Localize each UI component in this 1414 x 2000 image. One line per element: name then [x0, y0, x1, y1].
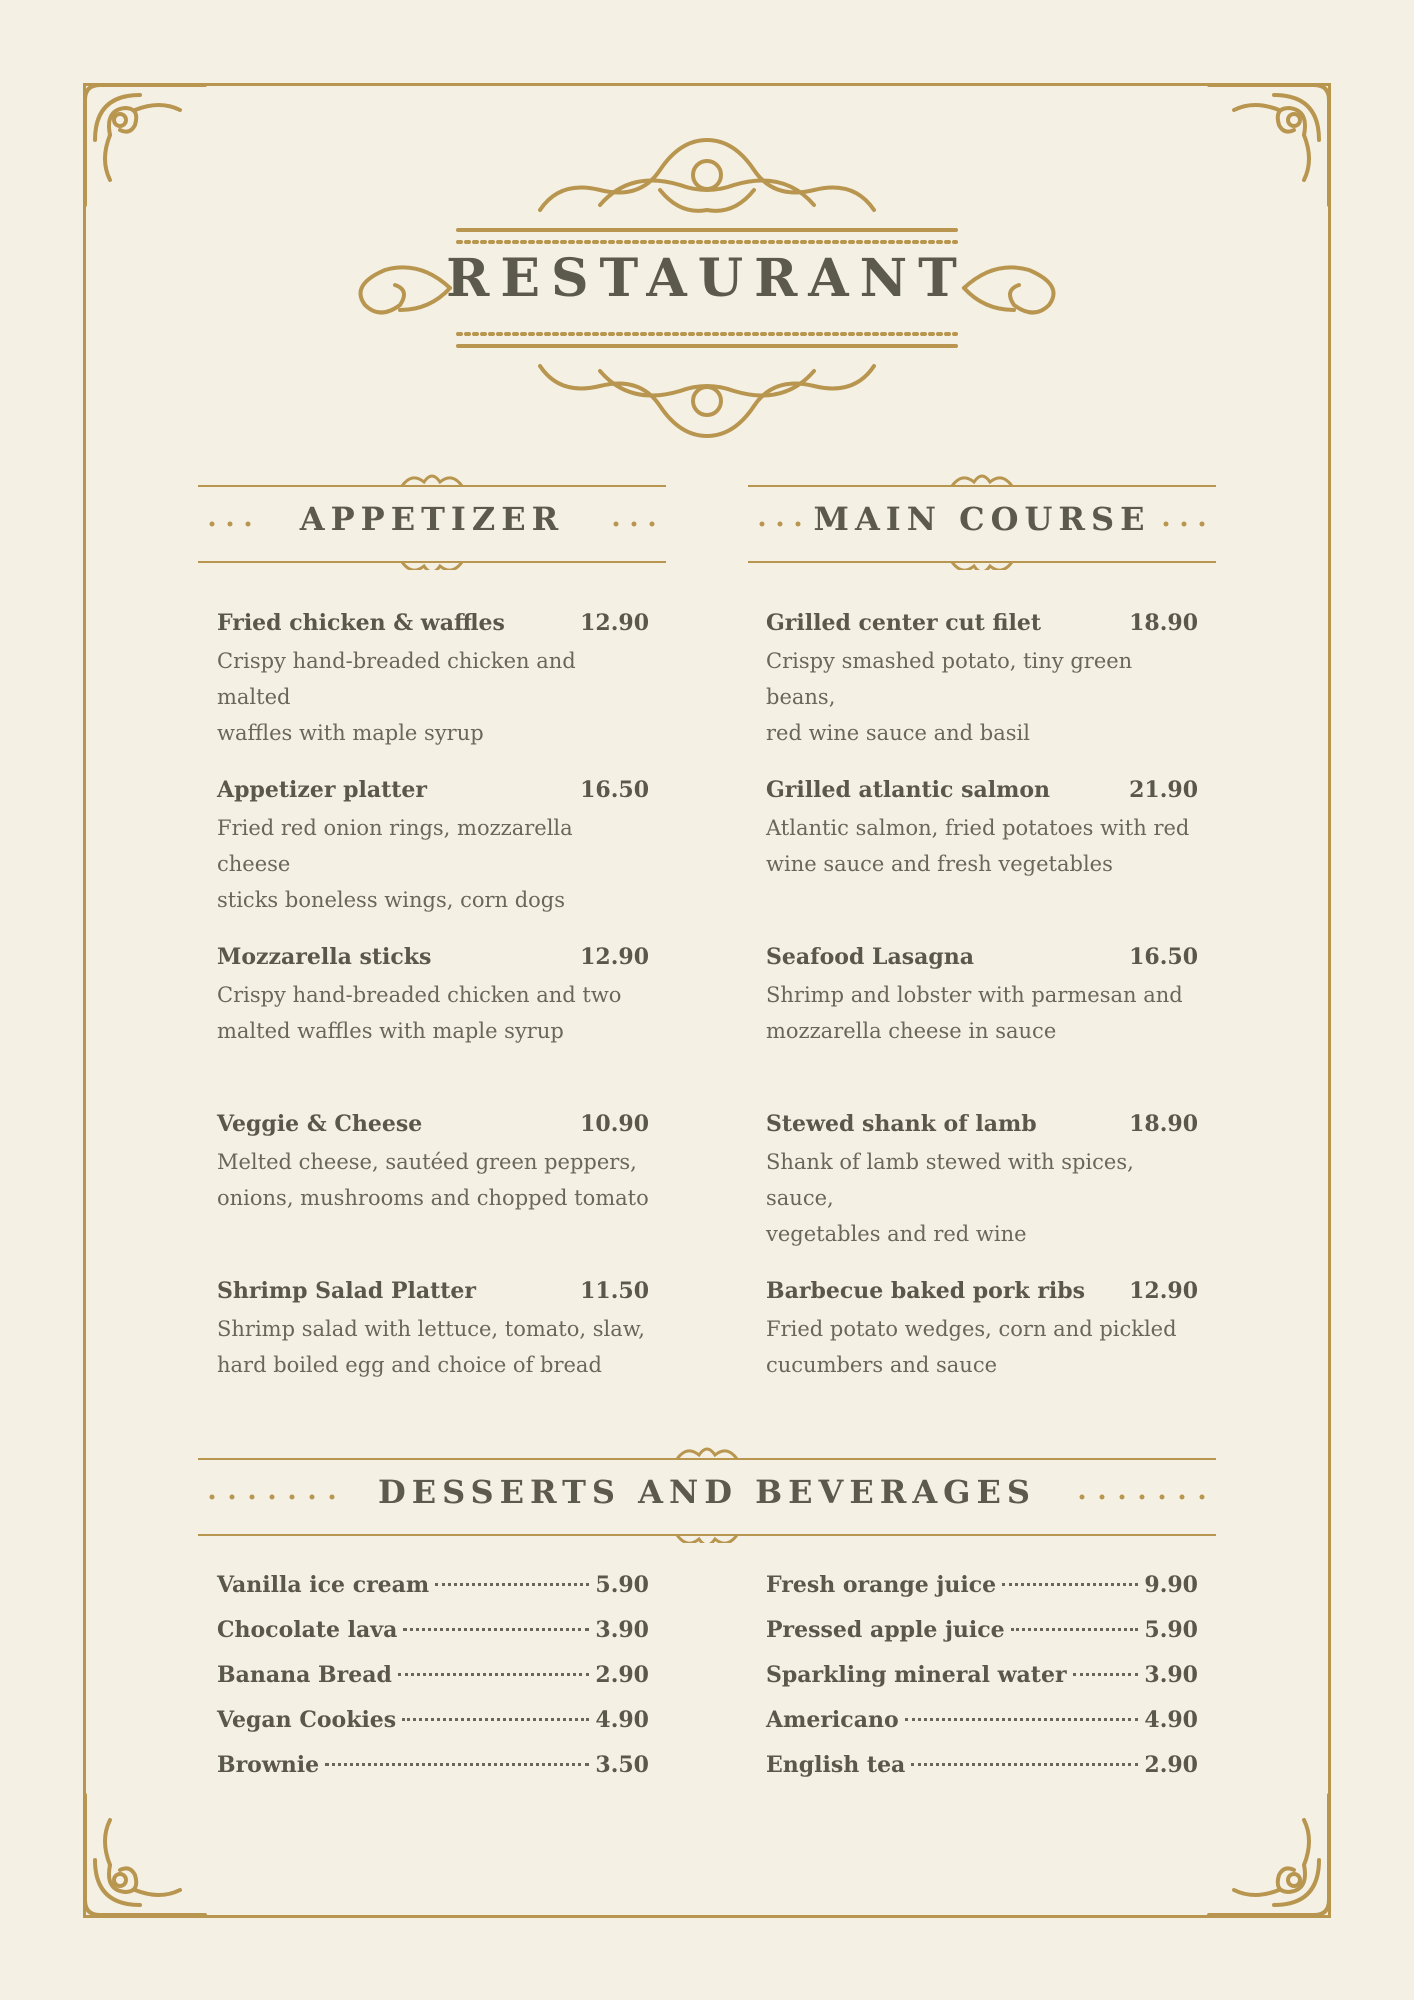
menu-item: [766, 1106, 1198, 1273]
list-item: [766, 1617, 1198, 1662]
list-item: [217, 1707, 649, 1752]
item-name: Chocolate lava: [217, 1617, 398, 1643]
item-name: Brownie: [217, 1752, 320, 1778]
item-price: 9.90: [1144, 1572, 1198, 1598]
item-name: Vegan Cookies: [217, 1707, 397, 1733]
item-price: 12.90: [580, 610, 649, 636]
leader-dots: [1002, 1583, 1138, 1586]
item-price: 5.90: [595, 1572, 649, 1598]
item-price: 5.90: [1144, 1617, 1198, 1643]
leader-dots: [1011, 1628, 1139, 1631]
menu-item: [766, 1273, 1198, 1440]
list-item: [217, 1752, 649, 1797]
item-description: Crispy hand-breaded chicken and malted waffles with maple syrup: [217, 649, 576, 745]
item-price: 2.90: [1144, 1752, 1198, 1778]
item-price: 12.90: [580, 944, 649, 970]
leader-dots: [911, 1763, 1138, 1766]
leader-dots: [435, 1583, 589, 1586]
item-name: Banana Bread: [217, 1662, 392, 1688]
menu-item: [217, 1106, 649, 1273]
item-description: Fried potato wedges, corn and pickled cucumbers and sauce: [766, 1317, 1177, 1377]
item-name: Seafood Lasagna: [766, 944, 974, 970]
item-description: Atlantic salmon, fried potatoes with red wine sauce and fresh vegetables: [766, 816, 1190, 876]
menu-item: [766, 605, 1198, 772]
appetizer-list: [217, 605, 649, 1440]
list-item: [217, 1662, 649, 1707]
item-name: Fresh orange juice: [766, 1572, 997, 1598]
item-name: Barbecue baked pork ribs: [766, 1278, 1086, 1304]
main-course-list: [766, 605, 1198, 1440]
item-price: 3.90: [595, 1617, 649, 1643]
item-description: Shrimp and lobster with parmesan and mozzarella cheese in sauce: [766, 983, 1183, 1043]
item-price: 10.90: [580, 1111, 649, 1137]
leader-dots: [403, 1628, 589, 1631]
item-price: 4.90: [1144, 1707, 1198, 1733]
leader-dots: [325, 1763, 589, 1766]
item-description: Melted cheese, sautéed green peppers, onions, mushrooms and chopped tomato: [217, 1150, 649, 1210]
item-name: Shrimp Salad Platter: [217, 1278, 477, 1304]
section-header-desserts: [198, 1443, 1216, 1543]
leader-dots: [1073, 1673, 1139, 1676]
menu-item: [217, 1273, 649, 1440]
item-price: 12.90: [1129, 1278, 1198, 1304]
page-title: RESTAURANT: [446, 248, 968, 309]
item-name: Pressed apple juice: [766, 1617, 1005, 1643]
section-title: DESSERTS AND BEVERAGES: [377, 1473, 1036, 1511]
list-item: [766, 1572, 1198, 1617]
item-price: 16.50: [580, 777, 649, 803]
section-title: MAIN COURSE: [813, 500, 1151, 538]
item-description: Shank of lamb stewed with spices, sauce, vegetables and red wine: [766, 1150, 1134, 1246]
leader-dots: [905, 1718, 1139, 1721]
menu-item: [217, 605, 649, 772]
item-name: Fried chicken & waffles: [217, 610, 505, 636]
item-price: 18.90: [1129, 610, 1198, 636]
item-name: English tea: [766, 1752, 906, 1778]
item-name: Mozzarella sticks: [217, 944, 432, 970]
item-description: Shrimp salad with lettuce, tomato, slaw, hard boiled egg and choice of bread: [217, 1317, 645, 1377]
item-name: Grilled atlantic salmon: [766, 777, 1051, 803]
desserts-list: [217, 1572, 649, 1797]
item-name: Appetizer platter: [217, 777, 427, 803]
item-price: 18.90: [1129, 1111, 1198, 1137]
leader-dots: [402, 1718, 589, 1721]
section-header-main-course: [748, 470, 1216, 570]
item-price: 11.50: [580, 1278, 649, 1304]
item-name: Vanilla ice cream: [217, 1572, 430, 1598]
item-name: Veggie & Cheese: [217, 1111, 423, 1137]
menu-item: [766, 939, 1198, 1106]
item-name: Stewed shank of lamb: [766, 1111, 1037, 1137]
list-item: [766, 1752, 1198, 1797]
list-item: [766, 1707, 1198, 1752]
item-price: 16.50: [1129, 944, 1198, 970]
list-item: [217, 1572, 649, 1617]
item-name: Americano: [766, 1707, 899, 1733]
menu-item: [217, 772, 649, 939]
item-description: Crispy smashed potato, tiny green beans, red wine sauce and basil: [766, 649, 1133, 745]
list-item: [217, 1617, 649, 1662]
corner-ornament-icon: [1204, 1790, 1334, 1920]
item-name: Sparkling mineral water: [766, 1662, 1067, 1688]
item-description: Fried red onion rings, mozzarella cheese sticks boneless wings, corn dogs: [217, 816, 573, 912]
leader-dots: [398, 1673, 590, 1676]
menu-item: [217, 939, 649, 1106]
corner-ornament-icon: [80, 1790, 210, 1920]
beverages-list: [766, 1572, 1198, 1797]
item-price: 3.50: [595, 1752, 649, 1778]
item-price: 4.90: [595, 1707, 649, 1733]
item-price: 2.90: [595, 1662, 649, 1688]
menu-item: [766, 772, 1198, 939]
list-item: [766, 1662, 1198, 1707]
item-description: Crispy hand-breaded chicken and two malted waffles with maple syrup: [217, 983, 622, 1043]
item-price: 21.90: [1129, 777, 1198, 803]
item-price: 3.90: [1144, 1662, 1198, 1688]
section-title: APPETIZER: [299, 500, 565, 538]
item-name: Grilled center cut filet: [766, 610, 1042, 636]
section-header-appetizer: [198, 470, 666, 570]
